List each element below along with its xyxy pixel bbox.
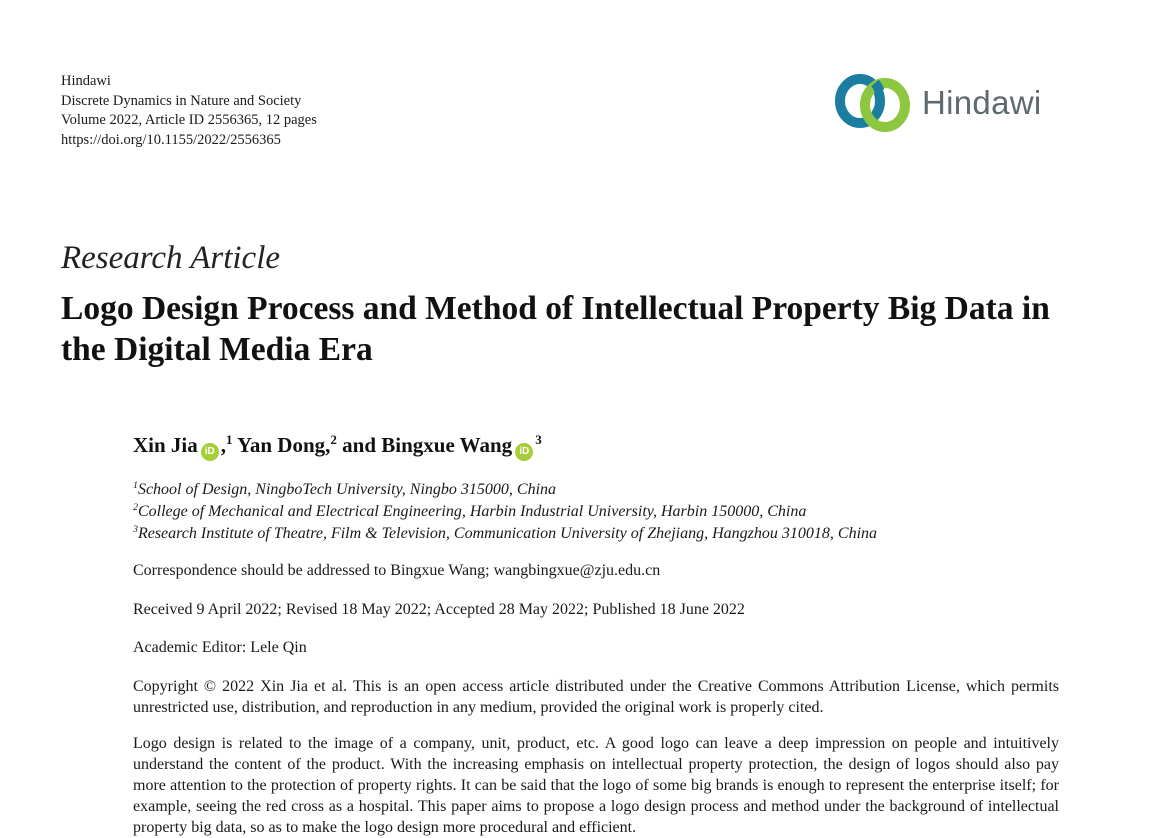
author-affiliation-mark: 1 [226,432,233,448]
author-name: Xin Jia [133,433,198,457]
interlocking-rings-icon [832,70,914,136]
publisher-name: Hindawi [61,73,111,89]
author-list [133,433,542,461]
article-title: Logo Design Process and Method of Intellectual Property Big Data in the Digital Media Era [61,290,1050,368]
affiliation-text: School of Design, NingboTech University, Ningbo 315000, China [137,481,557,498]
affiliation-mark: 3 [133,524,138,536]
author-name: Yan Dong [237,433,326,457]
orcid-icon[interactable]: iD [201,443,219,461]
affiliation-line [133,523,877,545]
hindawi-logo [832,70,1072,136]
author-affiliation-mark: 2 [330,432,337,448]
volume-info: Volume 2022, Article ID 2556365, 12 pages [61,112,317,128]
journal-info [61,72,317,150]
correspondence: Correspondence should be addressed to Bingxue Wang; wangbingxue@zju.edu.cn [133,562,661,579]
affiliation-text: College of Mechanical and Electrical Engineering, Harbin Industrial University, Harbin 150000, China [137,503,807,520]
abstract: Logo design is related to the image of a company, unit, product, etc. A good logo can leave a deep impression on people and intuitively understand the content of the product. With the increasing emphasis on intellectual property protection, the design of logos should also pay more attention to the protection of property rights. It can be said that the logo of some big brands is enough to represent the enterprise itself; for example, seeing the red cross as a hospital. This paper aims to propose a logo design process and method under the background of intellectual property big data, so as to make the logo design more procedural and efficient. [133,735,1059,836]
publication-dates: Received 9 April 2022; Revised 18 May 2022; Accepted 28 May 2022; Published 18 June 2022 [133,601,745,618]
author-conjunction: and [342,433,377,457]
article-type: Research Article [61,240,281,276]
copyright-notice: Copyright © 2022 Xin Jia et al. This is an open access article distributed under the Creative Commons Attribution License, which permits unrestricted use, distribution, and reproduction in any medium, provided the original work is properly cited. [133,678,1059,716]
author-separator: , [220,433,227,457]
orcid-icon[interactable]: iD [515,443,533,461]
journal-name: Discrete Dynamics in Nature and Society [61,92,302,109]
doi-link[interactable]: https://doi.org/10.1155/2022/2556365 [61,131,281,148]
affiliation-text: Research Institute of Theatre, Film & Television, Communication University of Zhejiang, Hangzhou 310018, China [137,525,878,542]
author-affiliation-mark: 3 [535,432,542,448]
academic-editor: Academic Editor: Lele Qin [133,639,307,656]
affiliation-mark: 1 [133,480,138,492]
affiliation-line [133,479,877,501]
affiliations [133,479,877,545]
affiliation-line [133,501,877,523]
affiliation-mark: 2 [133,502,138,514]
brand-wordmark: Hindawi [922,84,1042,121]
author-name: Bingxue Wang [381,433,513,457]
author-separator: , [325,433,331,457]
